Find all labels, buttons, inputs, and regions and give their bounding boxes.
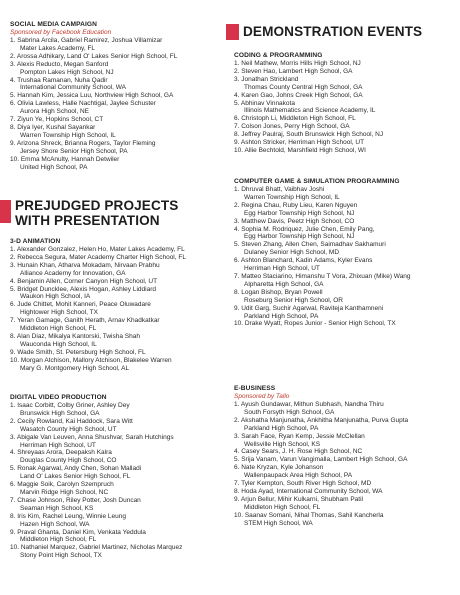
entry-school: South Forsyth High School, GA	[244, 408, 335, 416]
entry-line: 7. Ziyun Ye, Hopkins School, CT	[10, 116, 104, 124]
entry-line: 3. Matthew Davis, Peetz High School, CO	[234, 217, 355, 225]
entry-school: Herriman High School, UT	[244, 265, 320, 273]
coding-list	[234, 60, 458, 155]
list-item	[234, 456, 458, 464]
ebusiness-sponsor: Sponsored by Tallo	[234, 393, 290, 400]
video-list	[10, 402, 232, 560]
social-media-sponsor: Sponsored by Facebook Education	[10, 29, 112, 36]
entry-line: 7. Yeran Gamage, Ganith Herath, Arnav Khadkatkar	[10, 317, 160, 325]
list-item	[234, 401, 458, 417]
list-item	[234, 496, 458, 512]
entry-line: 6. Olivia Lawless, Halle Nachtigal, Jaylee Schuster	[10, 100, 156, 108]
entry-line: 7. Chase Johnson, Riley Potter, Josh Duncan	[10, 496, 141, 504]
entry-line: 8. Logan Bishop, Bryan Powell	[234, 288, 323, 296]
entry-line: 5. Ronak Agarwal, Andy Chen, Sohan Malladi	[10, 465, 142, 473]
game-sim-heading: COMPUTER GAME & SIMULATION PROGRAMMING	[234, 178, 400, 185]
entry-school: Wauconda High School, IL	[20, 340, 97, 348]
list-item	[10, 262, 232, 278]
entry-line: 4. Karen Gao, Johns Creek High School, GA	[234, 91, 363, 99]
list-item	[10, 529, 232, 545]
entry-line: 9. Udit Garg, Suchir Agarwal, Raviteja Kanthamneni	[234, 304, 384, 312]
entry-line: 7. Colson Jones, Perry High School, GA	[234, 123, 350, 131]
list-item	[10, 92, 232, 100]
entry-line: 1. Sabrina Arcila, Gabriel Ramirez, Joshua Villamizar	[10, 37, 163, 44]
entry-line: 8. Alan Diaz, Mikalya Kantorski, Twisha Shah	[10, 332, 140, 340]
entry-line: 9. Ashton Stricker, Herriman High School, UT	[234, 139, 365, 147]
entry-school: Thomas County Central High School, GA	[244, 83, 363, 91]
prejudged-heading-line2: WITH PRESENTATION	[15, 213, 160, 228]
list-item	[10, 434, 232, 450]
list-item	[10, 402, 232, 418]
list-item	[234, 92, 458, 100]
entry-line: 8. Jeffrey Paulraj, South Brunswick High School, NJ	[234, 131, 384, 139]
list-item	[10, 77, 232, 93]
list-item	[234, 417, 458, 433]
entry-line: 4. Shreyaas Arora, Deepaksh Kalra	[10, 449, 112, 457]
video-section	[10, 394, 232, 560]
entry-line: 2. Steven Hao, Lambert High School, GA	[234, 67, 353, 75]
entry-line: 9. Arizona Shreck, Brianna Rogers, Taylor Fleming	[10, 139, 156, 147]
list-item	[234, 60, 458, 68]
ebusiness-list	[234, 401, 458, 528]
entry-line: 8. Hoda Ayad, International Community School, WA	[234, 487, 383, 495]
entry-school: Aurora High School, NE	[20, 108, 90, 116]
entry-school: Herriman High School, UT	[20, 441, 96, 449]
list-item	[10, 449, 232, 465]
entry-line: 1. Neil Mathew, Morris Hills High School, NJ	[234, 60, 361, 67]
entry-school: Wallenpaupack Area High School, PA	[244, 472, 353, 480]
list-item	[10, 116, 232, 124]
prejudged-heading	[10, 198, 232, 228]
list-item	[10, 333, 232, 349]
entry-line: 2. Akshatha Manjunatha, Ankhitha Manjunatha, Purva Gupta	[234, 416, 409, 424]
list-item	[234, 488, 458, 496]
video-heading: DIGITAL VIDEO PRODUCTION	[10, 394, 107, 401]
list-item	[234, 512, 458, 528]
animation-list	[10, 246, 232, 373]
list-item	[10, 246, 232, 254]
prejudged-heading-line1: PREJUDGED PROJECTS	[15, 198, 179, 213]
list-item	[10, 278, 232, 286]
list-item	[234, 139, 458, 147]
list-item	[10, 100, 232, 116]
entry-line: 5. Hannah Kim, Jessica Luu, Northview High School, GA	[10, 92, 174, 100]
list-item	[10, 140, 232, 156]
entry-school: International Community School, WA	[20, 84, 126, 92]
entry-line: 6. Christoph Li, Middleton High School, FL	[234, 115, 356, 123]
list-item	[234, 433, 458, 449]
entry-line: 2. Arossa Adhikary, Land O' Lakes Senior High School, FL	[10, 52, 178, 60]
entry-school: Warren Township High School, IL	[20, 131, 116, 139]
entry-line: 2. Regina Chau, Ruby Lieu, Karen Nguyen	[234, 201, 358, 209]
entry-line: 5. Steven Zhang, Allen Chen, Saimadhav Sakhamuri	[234, 241, 386, 249]
list-item	[234, 257, 458, 273]
list-item	[10, 286, 232, 302]
entry-line: 10. Saanav Somani, Nihal Thomas, Sahil Kancherla	[234, 511, 384, 519]
list-item	[234, 480, 458, 488]
entry-school: Hazen High School, WA	[20, 520, 90, 528]
entry-school: Seaman High School, KS	[20, 504, 94, 512]
entry-school: Egg Harbor Township High School, NJ	[244, 209, 355, 217]
entry-line: 9. Praval Ghanta, Daniel Kim, Venkata Yeddula	[10, 528, 146, 536]
entry-line: 7. Tyler Kempton, South River High School, MD	[234, 480, 372, 488]
entry-line: 10. Morgan Atchison, Mallory Atchison, Blakelee Warren	[10, 356, 172, 364]
animation-section	[10, 238, 232, 373]
list-item	[10, 61, 232, 77]
social-media-list	[10, 37, 232, 171]
entry-line: 10. Allie Bechtold, Marshfield High School, WI	[234, 146, 366, 154]
entry-line: 8. Diya Iyer, Kushal Sayankar	[10, 123, 96, 131]
entry-line: 2. Cecily Rowland, Kai Haddock, Sara Witt	[10, 417, 133, 425]
entry-school: Mary G. Montgomery High School, AL	[20, 364, 130, 372]
list-item	[10, 53, 232, 61]
list-item	[234, 202, 458, 218]
entry-school: Stony Point High School, TX	[20, 552, 102, 560]
entry-line: 5. Bridget Duncklee, Alexis Hogan, Ashley Liddiard	[10, 285, 156, 293]
list-item	[10, 37, 232, 53]
entry-school: Pompton Lakes High School, NJ	[20, 68, 114, 76]
list-item	[234, 289, 458, 305]
game-sim-list	[234, 186, 458, 328]
list-item	[10, 418, 232, 434]
animation-heading: 3-D ANIMATION	[10, 238, 61, 245]
entry-school: Parkland High School, PA	[244, 424, 319, 432]
entry-school: Marvin Ridge High School, NC	[20, 488, 109, 496]
entry-line: 7. Matteo Staciarino, Himanshu T Vora, Zhixuan (Mike) Wang	[234, 272, 411, 280]
entry-school: Middleton High School, FL	[20, 325, 97, 333]
entry-line: 6. Jude Chittet, Mohit Kanneri, Peace Oluwadare	[10, 301, 151, 309]
list-item	[234, 320, 458, 328]
list-item	[10, 317, 232, 333]
entry-line: 5. Abhinav Vinnakota	[234, 99, 295, 107]
demonstration-heading: DEMONSTRATION EVENTS	[243, 24, 423, 39]
entry-school: Brunswick High School, GA	[20, 409, 100, 417]
list-item	[234, 464, 458, 480]
entry-line: 9. Arjun Bellur, Mihir Kulkarni, Shubham Patil	[234, 495, 363, 503]
list-item	[234, 448, 458, 456]
entry-line: 6. Maggie Soik, Carolyn Szempruch	[10, 481, 114, 489]
list-item	[234, 131, 458, 139]
entry-school: Alpharetta High School, GA	[244, 280, 324, 288]
list-item	[10, 124, 232, 140]
list-item	[10, 349, 232, 357]
entry-school: Parkland High School, PA	[244, 312, 319, 320]
list-item	[10, 481, 232, 497]
entry-school: Middleton High School, FL	[244, 503, 321, 511]
list-item	[10, 357, 232, 373]
list-item	[234, 147, 458, 155]
coding-section	[234, 52, 458, 155]
list-item	[234, 100, 458, 116]
entry-school: Roseburg Senior High School, OR	[244, 296, 343, 304]
entry-school: Illinois Mathematics and Science Academy, IL	[244, 107, 376, 115]
list-item	[10, 254, 232, 262]
list-item	[234, 115, 458, 123]
ebusiness-section	[234, 385, 458, 528]
list-item	[234, 76, 458, 92]
list-item	[10, 544, 232, 560]
game-sim-section	[234, 178, 458, 328]
entry-line: 1. Ayush Gundawar, Mithun Subhash, Nandha Thiru	[234, 401, 384, 408]
list-item	[234, 186, 458, 202]
list-item	[10, 465, 232, 481]
entry-school: United High School, PA	[20, 163, 88, 171]
entry-line: 3. Sarah Face, Ryan Kemp, Jessie McClellan	[234, 432, 365, 440]
entry-school: Hightower High School, TX	[20, 309, 98, 317]
entry-line: 1. Alexander Gonzalez, Helen Ho, Mater Lakes Academy, FL	[10, 246, 185, 253]
entry-line: 3. Jonathan Strickland	[234, 75, 299, 83]
entry-school: Alliance Academy for Innovation, GA	[20, 269, 126, 277]
entry-line: 10. Nathaniel Marquez, Gabriel Martinez, Nicholas Marquez	[10, 544, 183, 552]
entry-school: Warren Township High School, IL	[244, 193, 340, 201]
social-media-section	[10, 21, 232, 171]
entry-line: 4. Casey Sears, J. H. Rose High School, NC	[234, 448, 363, 456]
coding-heading: CODING & PROGRAMMING	[234, 52, 323, 59]
list-item	[234, 273, 458, 289]
list-item	[234, 226, 458, 242]
list-item	[234, 68, 458, 76]
entry-line: 1. Dhruval Bhatt, Vaibhav Joshi	[234, 186, 325, 193]
entry-school: Middleton High School, FL	[20, 536, 97, 544]
list-item	[234, 305, 458, 321]
entry-line: 8. Iris Kim, Rachel Leung, Winnie Leung	[10, 512, 126, 520]
entry-school: STEM High School, WA	[244, 519, 313, 527]
list-item	[234, 123, 458, 131]
list-item	[10, 301, 232, 317]
entry-line: 4. Sophia M. Rodriquez, Julie Chen, Emily Pang,	[234, 225, 375, 233]
prejudged-section	[10, 198, 232, 228]
social-media-heading: SOCIAL MEDIA CAMPAIGN	[10, 21, 97, 28]
entry-line: 3. Hunain Khan, Atharva Mokadam, Nirvaan Prabhu	[10, 261, 160, 269]
entry-line: 4. Trushaa Ramanan, Nuha Qadir	[10, 76, 108, 84]
entry-line: 5. Srija Vanam, Varun Vangimalla, Lambert High School, GA	[234, 456, 408, 464]
entry-school: Mater Lakes Academy, FL	[20, 44, 96, 52]
entry-line: 3. Abigale Van Leuven, Anna Shushvar, Sarah Hutchings	[10, 433, 174, 441]
entry-school: Dulaney Senior High School, MD	[244, 249, 340, 257]
entry-school: Egg Harbor Township High School, NJ	[244, 233, 355, 241]
list-item	[10, 156, 232, 172]
entry-line: 4. Benjamin Allen, Corner Canyon High School, UT	[10, 277, 158, 285]
entry-school: Land O' Lakes Senior High School, FL	[20, 473, 131, 481]
ebusiness-heading: E-BUSINESS	[234, 385, 276, 392]
entry-school: Wellsville High School, KS	[244, 440, 321, 448]
list-item	[10, 497, 232, 513]
entry-school: Douglas County High School, CO	[20, 457, 117, 465]
entry-line: 10. Drake Wyatt, Ropes Junior - Senior High School, TX	[234, 320, 396, 328]
entry-line: 1. Isaac Corbitt, Colby Griner, Ashley Dey	[10, 402, 130, 409]
list-item	[234, 241, 458, 257]
entry-school: Jersey Shore Senior High School, PA	[20, 147, 128, 155]
entry-school: Wasatch County High School, UT	[20, 425, 117, 433]
demonstration-section	[234, 24, 458, 40]
list-item	[10, 513, 232, 529]
entry-line: 6. Nate Kryzan, Kyle Johanson	[234, 464, 324, 472]
entry-school: Waukon High School, IA	[20, 293, 91, 301]
entry-line: 9. Wade Smith, St. Petersburg High School, FL	[10, 348, 146, 356]
entry-line: 2. Rebecca Segura, Mater Academy Charter High School, FL	[10, 253, 186, 261]
list-item	[234, 218, 458, 226]
entry-line: 6. Ashton Blanchard, Kadin Adams, Kyler Evans	[234, 257, 373, 265]
entry-line: 10. Emma McAnulty, Hannah Detwiler	[10, 155, 120, 163]
entry-line: 3. Alexis Reducto, Megan Sanford	[10, 60, 109, 68]
